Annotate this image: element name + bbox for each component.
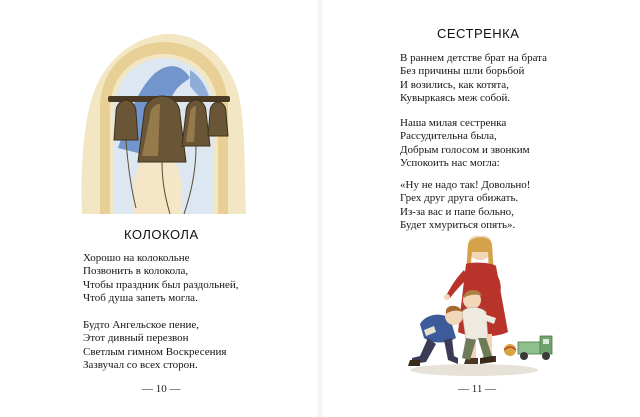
- stanza-2-left: [83, 319, 226, 373]
- verse-line: Хорошо на колокольне: [83, 252, 190, 264]
- church-bells-icon: [78, 28, 248, 216]
- verse-line: Грех друг друга обижать.: [400, 192, 519, 205]
- verse-line: И возились, как котята,: [400, 78, 509, 91]
- verse-line: Светлым гимном Воскресения: [83, 345, 227, 358]
- verse-line: Рассудительна была,: [400, 130, 497, 143]
- page-number-right: — 11 —: [458, 383, 497, 395]
- verse-line: Добрым голосом и звонким: [400, 143, 530, 156]
- verse-line: Позвонить в колокола,: [83, 265, 189, 278]
- poem-title-bells: КОЛОКОЛА: [124, 227, 199, 242]
- page-number-left: — 10 —: [142, 383, 181, 395]
- verse-line: В раннем детстве брат на брата: [400, 52, 547, 64]
- verse-line: «Ну не надо так! Довольно!: [400, 179, 531, 191]
- stanza-3-right: [400, 179, 530, 233]
- verse-line: Этот дивный перезвон: [83, 332, 189, 345]
- verse-line: Без причины шли борьбой: [400, 65, 525, 78]
- stanza-1-right: [400, 52, 547, 106]
- verse-line: Из-за вас и папе больно,: [400, 205, 514, 218]
- verse-line: Успокоить нас могла:: [400, 157, 500, 170]
- verse-line: Зазвучал со всех сторон.: [83, 359, 198, 372]
- verse-line: Наша милая сестренка: [400, 117, 507, 129]
- verse-line: Чтобы праздник был раздольней,: [83, 278, 239, 291]
- stanza-2-right: [400, 117, 530, 171]
- verse-line: Кувыркаясь меж собой.: [400, 92, 511, 105]
- verse-line: Будет хмуриться опять».: [400, 219, 516, 232]
- verse-line: Чтоб душа запеть могла.: [83, 292, 198, 305]
- verse-line: Будто Ангельское пение,: [83, 319, 200, 331]
- stanza-1-left: [83, 252, 239, 306]
- children-scene-icon: [400, 234, 558, 380]
- poem-title-sister: СЕСТРЕНКА: [437, 26, 520, 41]
